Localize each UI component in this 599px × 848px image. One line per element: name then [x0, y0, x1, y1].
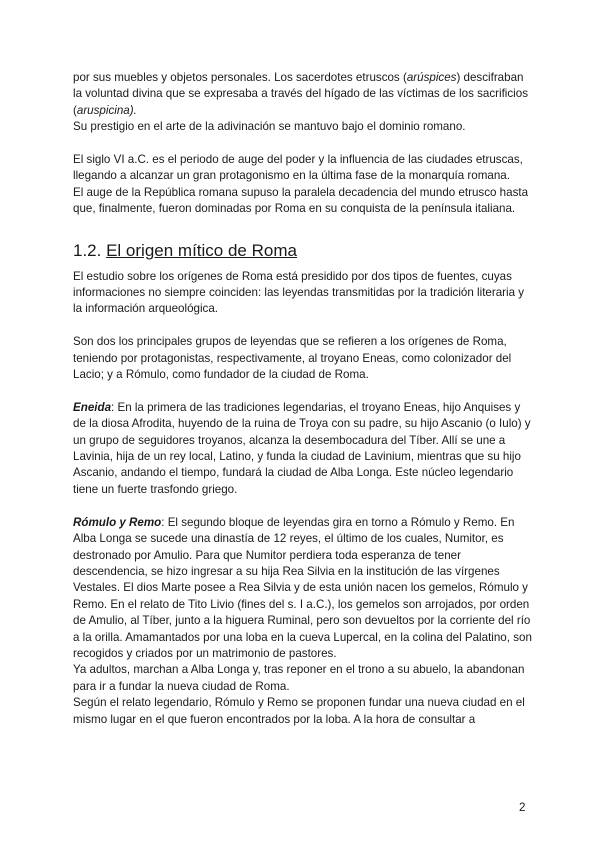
section-heading [73, 240, 535, 262]
eneida-text: : En la primera de las tradiciones legendarias, el troyano Eneas, hijo Anquises y de la diosa Afrodita, huyendo de la ruina de Troya con su padre, su hijo Ascanio (o Iulo) y un grupo de seguidores troyanos, alcanza la desembocadura del Tíber. Allí se une a Lavinia, hija de un rey local, Latino, y funda la ciudad de Lavinium, mientras que su hijo Ascanio, andando el tiempo, fundará la ciudad de Alba Longa. Este núcleo legendario tiene un fuerte trasfondo griego. [73, 400, 531, 496]
paragraph-gap [73, 383, 535, 399]
intro-paragraph-1 [73, 70, 535, 119]
intro-paragraph-3: El siglo VI a.C. es el periodo de auge del poder y la influencia de las ciudades etruscas, llegando a alcanzar un gran protagonismo en la última fase de la monarquía romana. [73, 153, 523, 183]
paragraph-gap [73, 136, 535, 152]
page-content [73, 70, 535, 728]
section-paragraph-2: Son dos los principales grupos de leyendas que se refieren a los orígenes de Roma, teniendo por protagonistas, respectivamente, al troyano Eneas, como colonizador del Lacio; y a Rómulo, como fundador de la ciudad de Roma. [73, 335, 512, 382]
section-paragraph-3: Ya adultos, marchan a Alba Longa y, tras reponer en el trono a su abuelo, la abandonan para ir a fundar la nueva ciudad de Roma. [73, 663, 525, 693]
eneida-paragraph [73, 400, 535, 498]
intro-p1-term-aruspices: arúspices [406, 71, 457, 84]
section-paragraph-1: El estudio sobre los orígenes de Roma está presidido por dos tipos de fuentes, cuyas informaciones no siempre coinciden: las leyendas transmitidas por la tradición literaria y la información arqueológica. [73, 269, 525, 316]
romulo-text: : El segundo bloque de leyendas gira en torno a Rómulo y Remo. En Alba Longa se sucede una dinastía de 12 reyes, el último de los cuales, Numitor, es destronado por Amulio. Para que Numitor perdiera toda esperanza de tener descendencia, se hizo ingresar a su hija Rea Silvia en la institución de las vírgenes Vestales. El dios Marte posee a Rea Silvia y de esta unión nacen los gemelos, Rómulo y Remo. En el relato de Tito Livio (fines del s. I a.C.), los gemelos son arrojados, por orden de Amulio, al Tíber, junto a la higuera Ruminal, pero son devueltos por la corriente del río a la orilla. Amamantados por una loba en la cueva Lupercal, en la colina del Palatino, son recogidos y criados por un matrimonio de pastores. [73, 515, 532, 660]
intro-p1-text-1: por sus muebles y objetos personales. Los sacerdotes etruscos ( [73, 71, 407, 84]
paragraph-gap [73, 498, 535, 514]
romulo-paragraph [73, 515, 535, 663]
section-title: El origen mítico de Roma [106, 240, 297, 260]
intro-p1-text-2: ) descifraban la voluntad divina que se expresaba a través del hígado de las víctimas de los sacrificios ( [73, 71, 528, 117]
intro-paragraph-4: El auge de la República romana supuso la paralela decadencia del mundo etrusco hasta que, finalmente, fueron dominadas por Roma en su conquista de la península italiana. [73, 185, 529, 216]
paragraph-gap [73, 318, 535, 334]
section-paragraph-4: Según el relato legendario, Rómulo y Remo se proponen fundar una nueva ciudad en el mismo lugar en el que fueron encontrados por la loba. A la hora de consultar a [73, 696, 525, 726]
eneida-term: Eneida [73, 400, 112, 414]
intro-paragraph-2: Su prestigio en el arte de la adivinación se mantuvo bajo el dominio romano. [73, 120, 466, 134]
section-number: 1.2. [73, 240, 102, 260]
romulo-term: Rómulo y Remo [73, 515, 162, 529]
intro-p1-term-aruspicina: aruspicina). [76, 103, 137, 117]
page-number: 2 [519, 801, 526, 814]
